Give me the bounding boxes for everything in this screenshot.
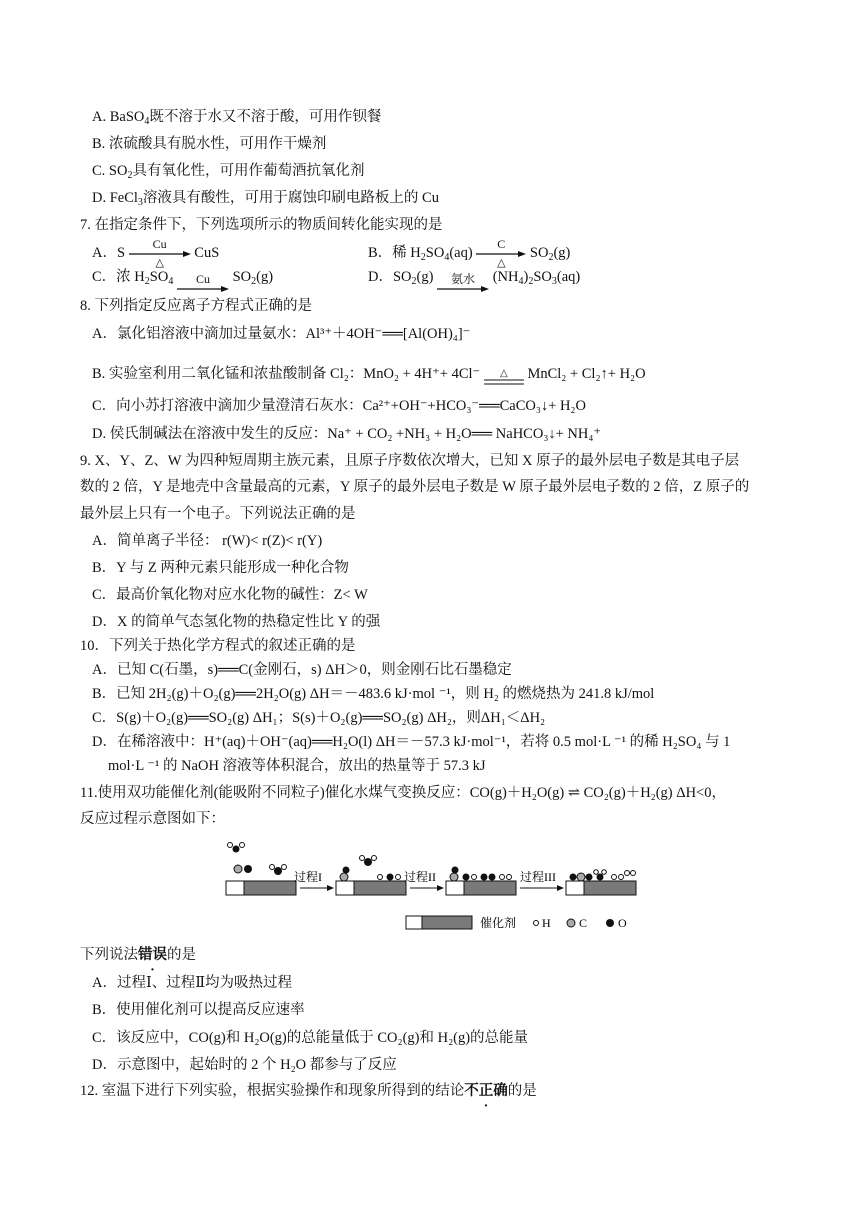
reaction-arrow: C △ (476, 238, 526, 269)
q9-option-b: B．Y 与 Z 两种元素只能形成一种化合物 (92, 560, 349, 576)
q9-stem-line3: 最外层上只有一个电子。下列说法正确的是 (80, 506, 356, 522)
step-label: 过程III (520, 870, 556, 884)
diagram-legend (406, 915, 627, 930)
q11-stem-line1: 11.使用双功能催化剂(能吸附不同粒子)催化水煤气变换反应：CO(g)＋H₂O(g) ⇌ CO₂(g)＋H₂(g) ΔH<0， (80, 785, 726, 801)
q10-option-c: C．S(g)＋O₂(g)══SO₂(g) ΔH₁；S(s)＋O₂(g)══SO₂(g) ΔH₂，则ΔH₁＜ΔH₂ (92, 710, 546, 726)
q10-option-d-line2: mol·L ⁻¹ 的 NaOH 溶液等体积混合，放出的热量等于 57.3 kJ (108, 758, 486, 774)
step-label: 过程I (294, 870, 322, 884)
q7-stem: 7. 在指定条件下，下列选项所示的物质间转化能实现的是 (80, 217, 443, 233)
legend-o: O (618, 916, 627, 930)
reaction-arrow: 氨水 (437, 273, 489, 292)
q8-option-c: C．向小苏打溶液中滴加少量澄清石灰水：Ca²⁺+OH⁻+HCO₃⁻══CaCO₃↓+ H₂O (92, 398, 586, 414)
q8-option-d: D. 侯氏制碱法在溶液中发生的反应：Na⁺ + CO₂ +NH₃ + H₂O══ NaHCO₃↓+ NH₄⁺ (92, 426, 602, 442)
q10-stem: 10．下列关于热化学方程式的叙述正确的是 (80, 638, 356, 654)
q8-stem: 8. 下列指定反应离子方程式正确的是 (80, 298, 312, 314)
step-label: 过程II (404, 870, 436, 884)
q8-option-a: A．氯化铝溶液中滴加过量氨水：Al³⁺＋4OH⁻══[Al(OH)₄]⁻ (92, 326, 471, 342)
q10-option-d-line1: D．在稀溶液中：H⁺(aq)＋OH⁻(aq)══H₂O(l) ΔH＝－57.3 kJ·mol⁻¹，若将 0.5 mol·L ⁻¹ 的稀 H₂SO₄ 与 1 (92, 734, 731, 750)
q6-option-d: D. FeCl$_3$溶液具有酸性，可用于腐蚀印刷电路板上的 Cu (92, 190, 439, 208)
q11-option-c: C．该反应中，CO(g)和 H₂O(g)的总能量低于 CO₂(g)和 H₂(g)的总能量 (92, 1030, 529, 1046)
catalyst-panel-start (226, 865, 296, 896)
q9-stem-line1: 9. X、Y、Z、W 为四种短周期主族元素，且原子序数依次增大，已知 X 原子的最外层电子数是其电子层 (80, 453, 740, 469)
q9-stem-line2: 数的 2 倍，Y 是地壳中含量最高的元素，Y 原子的最外层电子数是 W 原子最外层电子数的 2 倍，Z 原子的 (80, 479, 750, 495)
catalyst-panel-step2 (446, 867, 516, 896)
q9-option-c: C．最高价氧化物对应水化物的碱性：Z< W (92, 587, 368, 603)
q11-question: 下列说法错误的是 (80, 947, 196, 963)
q7-option-c: C．浓 $H_2SO_4$ Cu $SO_2(g)$ (92, 266, 273, 293)
q6-option-c: C. $SO_2$具有氧化性，可用作葡萄酒抗氧化剂 (92, 163, 365, 181)
q7-option-d: D．$SO_2(g)$ 氨水 $(NH_4)_2SO_3(aq)$ (368, 266, 580, 293)
legend-h: H (542, 916, 551, 930)
reaction-process-diagram (222, 840, 642, 935)
q8-option-b: B. 实验室利用二氧化锰和浓盐酸制备 Cl₂：MnO₂ + 4H⁺+ 4Cl⁻ △ MnCl₂ + Cl₂↑+ H₂O (92, 364, 646, 385)
emphasis-text: 错误 (138, 947, 167, 963)
legend-c: C (579, 916, 588, 930)
q7-option-a: A．S Cu △ CuS (92, 237, 220, 269)
q11-option-b: B．使用催化剂可以提高反应速率 (92, 1002, 305, 1018)
q11-stem-line2: 反应过程示意图如下： (80, 811, 225, 827)
q12-stem: 12. 室温下进行下列实验，根据实验操作和现象所得到的结论不正确的是 (80, 1083, 537, 1099)
catalyst-panel-end (566, 870, 636, 895)
reaction-arrow: Cu △ (129, 238, 191, 269)
q9-option-a: A．简单离子半径： r(W)< r(Z)< r(Y) (92, 533, 323, 549)
legend-catalyst: 催化剂 (480, 916, 517, 930)
q9-option-d: D．X 的简单气态氢化物的热稳定性比 Y 的强 (92, 614, 381, 630)
q10-option-b: B．已知 2H₂(g)＋O₂(g)══2H₂O(g) ΔH＝－483.6 kJ·mol ⁻¹，则 H₂ 的燃烧热为 241.8 kJ/mol (92, 686, 655, 702)
reaction-arrow: Cu (177, 273, 229, 292)
q6-option-a: A. BaSO$_4$既不溶于水又不溶于酸，可用作钡餐 (92, 109, 382, 127)
emphasis-text: 不正确 (464, 1083, 508, 1099)
water-molecule-icon (228, 843, 245, 853)
catalyst-panel-step1 (336, 856, 406, 896)
q11-option-a: A．过程Ⅰ、过程Ⅱ均为吸热过程 (92, 975, 293, 991)
equals-heat-sign: △ (499, 368, 508, 379)
q10-option-a: A．已知 C(石墨，s)══C(金刚石，s) ΔH＞0，则金刚石比石墨稳定 (92, 662, 512, 678)
q11-option-d: D．示意图中，起始时的 2 个 H₂O 都参与了反应 (92, 1057, 397, 1073)
q6-option-b: B. 浓硫酸具有脱水性，可用作干燥剂 (92, 136, 327, 152)
q7-option-b: B．稀 $H_2SO_4(aq)$ C △ $SO_2(g)$ (368, 237, 571, 269)
